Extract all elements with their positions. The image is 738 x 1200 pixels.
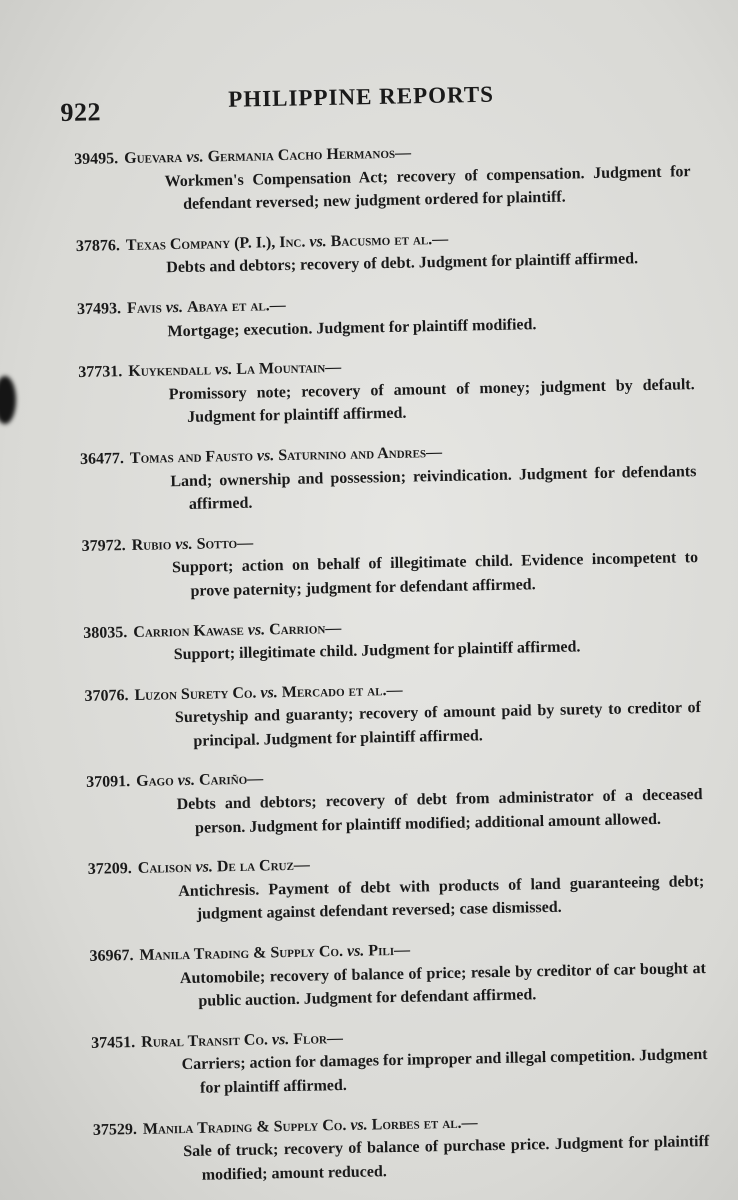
party-plaintiff: Luzon Surety Co.	[134, 684, 257, 704]
case-number: 37493.	[76, 300, 122, 318]
case-entry	[83, 610, 700, 669]
case-number: 37091.	[86, 773, 131, 792]
party-defendant: Pili—	[368, 941, 411, 960]
case-number: 39495.	[74, 150, 119, 168]
party-plaintiff: Favis	[126, 299, 162, 317]
party-defendant: Carrion—	[268, 619, 342, 638]
case-entry	[88, 846, 705, 929]
case-summary: Land; ownership and possession; reivindication. Judgment for defendants affirmed.	[170, 462, 697, 513]
case-number: 37076.	[84, 686, 129, 705]
case-number: 37451.	[91, 1033, 136, 1052]
page-header	[60, 76, 701, 128]
case-entry	[86, 760, 703, 843]
versus: vs.	[247, 620, 266, 639]
case-number: 38035.	[83, 623, 128, 642]
running-head: PHILIPPINE REPORTS	[228, 81, 495, 112]
case-summary: Debts and debtors; recovery of debt. Judgment for plaintiff affirmed.	[166, 250, 639, 277]
party-plaintiff: Manila Trading & Supply Co.	[142, 1116, 347, 1138]
versus: vs.	[195, 858, 214, 877]
party-defendant: Saturnino and Andres—	[278, 443, 443, 465]
case-summary: Workmen's Compensation Act; recovery of compensation. Judgment for defendant reversed; new judgment ordered for plaintiff.	[164, 162, 691, 214]
versus: vs.	[260, 683, 278, 702]
party-plaintiff: Kuykendall	[128, 361, 212, 381]
versus: vs.	[175, 535, 193, 553]
case-summary: Mortgage; execution. Judgment for plaintiff modified.	[167, 315, 537, 340]
party-plaintiff: Gago	[136, 772, 174, 791]
case-entry	[91, 1020, 708, 1103]
versus: vs.	[346, 942, 365, 960]
case-entry	[81, 523, 698, 606]
case-summary: Support; action on behalf of illegitimate child. Evidence incompetent to prove paternity; judgment for defendant affirmed.	[171, 549, 699, 600]
party-defendant: Cariño—	[198, 770, 264, 790]
versus: vs.	[271, 1030, 290, 1049]
party-plaintiff: Guevara	[124, 148, 183, 168]
versus: vs.	[214, 361, 233, 379]
versus: vs.	[177, 772, 196, 790]
case-number: 36477.	[79, 450, 125, 468]
party-defendant: Lorbes et al.—	[371, 1114, 478, 1134]
party-defendant: Flor—	[293, 1029, 344, 1048]
party-defendant: De la Cruz—	[216, 856, 310, 876]
party-plaintiff: Carrion Kawase	[133, 621, 244, 641]
party-plaintiff: Manila Trading & Supply Co.	[139, 943, 344, 964]
case-entry	[78, 349, 695, 432]
party-defendant: Bacusmo et al.—	[330, 230, 449, 250]
page-number: 922	[60, 97, 102, 127]
case-summary: Sale of truck; recovery of balance of purchase price. Judgment for plaintiff modified; amount reduced.	[183, 1133, 710, 1184]
case-number: 37972.	[81, 536, 126, 555]
case-summary: Antichresis. Payment of debt with products of land guaranteeing debt; judgment against defendant reversed; case dismissed.	[178, 872, 705, 924]
case-entry	[80, 436, 697, 519]
party-defendant: Abaya et al.—	[186, 296, 286, 316]
case-summary: Suretyship and guaranty; recovery of amount paid by surety to creditor of principal. Judgment for plaintiff affirmed.	[174, 699, 702, 750]
case-number: 37209.	[87, 860, 133, 879]
case-entry	[76, 223, 693, 282]
case-entry	[77, 286, 694, 345]
ink-smudge	[0, 376, 16, 424]
case-summary: Support; illegitimate child. Judgment for plaintiff affirmed.	[173, 638, 581, 664]
case-entry	[84, 673, 701, 756]
versus: vs.	[309, 232, 327, 251]
party-plaintiff: Tomas and Fausto	[129, 447, 254, 467]
party-defendant: La Mountain—	[236, 359, 342, 379]
case-list	[74, 136, 710, 1200]
case-number: 37876.	[75, 236, 121, 255]
party-plaintiff: Rural Transit Co.	[141, 1031, 269, 1051]
versus: vs.	[186, 148, 204, 166]
case-entry	[89, 933, 706, 1016]
case-number: 37731.	[78, 363, 123, 382]
case-summary: Carriers; action for damages for improper and illegal competition. Judgment for plaintiff affirmed.	[181, 1046, 708, 1097]
versus: vs.	[165, 298, 184, 317]
party-plaintiff: Texas Company (P. I.), Inc.	[125, 233, 306, 254]
case-number: 37529.	[92, 1120, 138, 1139]
case-summary: Automobile; recovery of balance of price; resale by creditor of car bought at public auction. Judgment for defendant affirmed.	[179, 959, 707, 1010]
case-entry	[93, 1107, 710, 1190]
case-number: 36967.	[89, 947, 134, 965]
versus: vs.	[256, 447, 275, 465]
party-defendant: Germania Cacho Hermanos—	[207, 144, 412, 166]
versus: vs.	[350, 1116, 368, 1134]
case-entry	[74, 136, 691, 219]
case-summary: Promissory note; recovery of amount of money; judgment by default. Judgment for plaintiff affirmed.	[168, 375, 695, 427]
party-defendant: Mercado et al.—	[281, 681, 403, 701]
case-summary: Debts and debtors; recovery of debt from administrator of a deceased person. Judgment for plaintiff modified; additional amount allowed.	[176, 786, 703, 837]
party-plaintiff: Rubio	[131, 535, 172, 554]
party-plaintiff: Calison	[137, 859, 192, 878]
party-defendant: Sotto—	[196, 534, 254, 553]
